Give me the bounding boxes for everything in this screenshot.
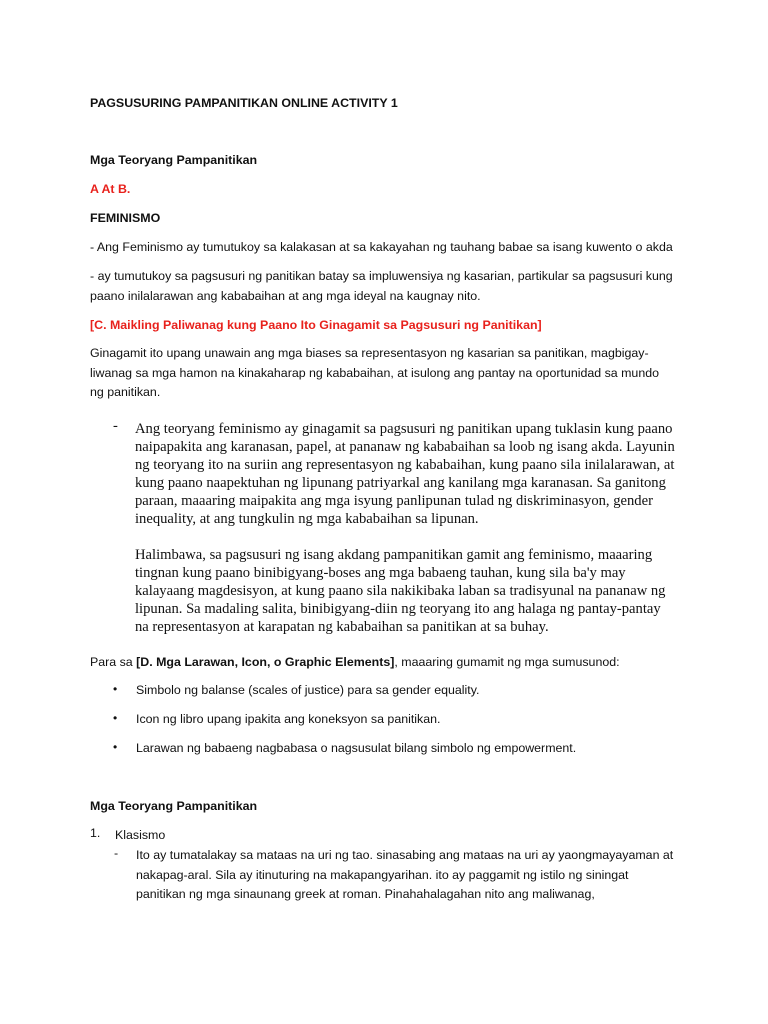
para-sa-prefix: Para sa [90,655,137,669]
section-heading-teorya: Mga Teoryang Pampanitikan [90,153,258,167]
ordered-list-item: Klasismo [115,828,166,842]
para-sa-suffix: , maaaring gumamit ng mga sumusunod: [394,655,620,669]
list-item: Simbolo ng balanse (scales of justice) para sa gender equality. [136,683,480,697]
definition-2: - ay tumutukoy sa pagsusuri ng panitikan batay sa impluwensiya ng kasarian, partikular sa pagsusuri kung paano inilalarawan ang kababaihan at ang mga ideyal na kaugnay nito. [90,269,673,303]
klasismo-description: Ito ay tumatalakay sa mataas na uri ng tao. sinasabing ang mataas na uri ay yaongmayayaman at nakapag-aral. Sila ay itinuturing na makapangyarihan. ito ay paggamit ng istilo ng siningat panitikan ng mga sinaunang greek at roman. Pinahahalagahan nito ang maliwanag, [136,848,674,901]
serif-paragraph-2: Halimbawa, sa pagsusuri ng isang akdang pampanitikan gamit ang feminismo, maaaring tingnan kung paano binibigyang-boses ang mga babaeng tauhan, kung sila ba'y may kalayaang magdesisyon, at kung paano sila nakikibaka laban sa tradisyunal na pananaw ng lipunan. Sa madaling salita, binibigyang-diin ng teoryang ito ang halaga ng pantay-pantay na representasyon at karapatan ng kababaihan sa panitikan at sa buhay. [135,547,666,635]
bullet-dot-icon: • [113,682,118,696]
bullet-dot-icon: • [113,711,118,725]
serif-paragraph-1: Ang teoryang feminismo ay ginagamit sa pagsusuri ng panitikan upang tuklasin kung paano naipapakita ang karanasan, papel, at pananaw ng kababaihan sa loob ng isang akda. Layunin ng teoryang ito na suriin ang representasyon ng kababaihan, kung paano sila inilalarawan, at kung paano naapektuhan ng lipunang patriyarkal ang kanilang mga karanasan. Sa ganitong paraan, maaaring maipakita ang mga isyung panlipunan tulad ng diskriminasyon, gender inequality, at ang tungkulin ng mga kababaihan sa lipunan. [135,421,675,527]
definition-1: - Ang Feminismo ay tumutukoy sa kalakasan at sa kakayahan ng tauhang babae sa isang kuwento o akda [90,240,673,254]
document-title: PAGSUSURING PAMPANITIKAN ONLINE ACTIVITY 1 [90,96,398,110]
feminismo-label: FEMINISMO [90,211,161,225]
c-paragraph: Ginagamit ito upang unawain ang mga biases sa representasyon ng kasarian sa panitikan, magbigay-liwanag sa mga hamon na kinakaharap ng kababaihan, at isulong ang pantay na oportunidad sa mundo ng panitikan. [90,346,660,399]
bullet-dot-icon: • [113,740,118,754]
section-heading-teorya-2: Mga Teoryang Pampanitikan [90,799,258,813]
ordered-list-number: 1. [90,826,101,840]
list-item: Larawan ng babaeng nagbabasa o nagsusulat bilang simbolo ng empowerment. [136,741,577,755]
para-sa-bold: [D. Mga Larawan, Icon, o Graphic Elements] [136,655,395,669]
dash-marker-2: - [114,846,119,860]
c-heading: [C. Maikling Paliwanag kung Paano Ito Ginagamit sa Pagsusuri ng Panitikan] [90,318,542,332]
dash-marker: - [113,418,118,434]
para-sa-line [90,653,690,673]
ab-label: A At B. [90,182,131,196]
list-item: Icon ng libro upang ipakita ang koneksyon sa panitikan. [136,712,441,726]
